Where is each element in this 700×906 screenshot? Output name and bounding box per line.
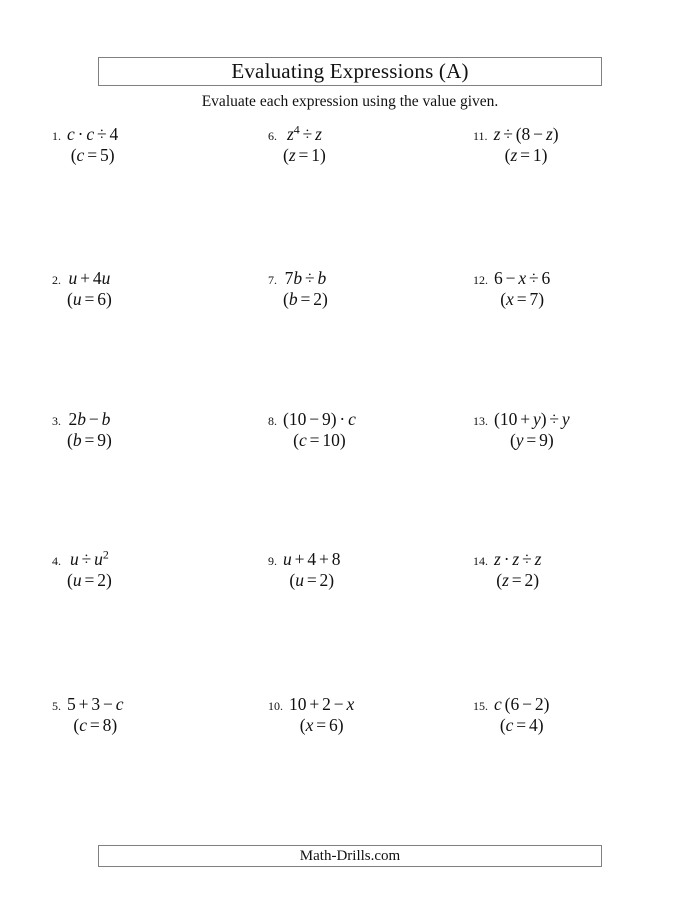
problem-expression: (10 + y) ÷ y: [494, 409, 570, 429]
problem-body: [494, 409, 570, 451]
problem-body: [67, 694, 124, 736]
problem-given-value: (c = 8): [73, 715, 118, 735]
problem-body: [494, 694, 549, 736]
problem-expression: u + 4u: [68, 268, 111, 288]
problem-given-value: (b = 2): [283, 289, 328, 309]
problem-given-value: (c = 5): [70, 145, 115, 165]
problem-expression: 5 + 3 − c: [67, 694, 124, 714]
problem-item: [473, 409, 570, 451]
problem-given-value: (u = 2): [289, 570, 335, 590]
problem-body: [494, 124, 559, 166]
problem-body: [67, 124, 118, 166]
problem-expression: c (6 − 2): [494, 694, 550, 714]
problem-number: 14.: [473, 554, 488, 568]
problem-number: 5.: [52, 699, 61, 713]
problem-body: [283, 268, 328, 310]
problem-given-value: (x = 7): [500, 289, 545, 309]
footer-box: [98, 845, 602, 867]
problem-body: [283, 124, 326, 166]
problem-body: [494, 549, 541, 591]
problem-number: 1.: [52, 129, 61, 143]
problem-given-value: (u = 6): [67, 289, 112, 309]
problem-number: 9.: [268, 554, 277, 568]
problem-item: [268, 549, 341, 591]
problem-given-value: (u = 2): [67, 570, 112, 590]
problem-expression: 10 + 2 − x: [289, 694, 355, 714]
problem-body: [67, 409, 112, 451]
problem-number: 12.: [473, 273, 488, 287]
problem-body: [494, 268, 550, 310]
problem-item: [268, 124, 326, 166]
problem-number: 15.: [473, 699, 488, 713]
problem-number: 3.: [52, 414, 61, 428]
problem-body: [283, 409, 356, 451]
problem-given-value: (z = 2): [496, 570, 540, 590]
problem-given-value: (x = 6): [299, 715, 344, 735]
problem-item: [473, 694, 549, 736]
page-title: Evaluating Expressions (A): [231, 59, 469, 83]
problem-expression: $z^4 \div z$: [286, 122, 322, 144]
problem-number: 10.: [268, 699, 283, 713]
problem-body: [289, 694, 354, 736]
problem-item: [52, 549, 112, 591]
footer-brand: Math-Drills.com: [299, 847, 401, 864]
problem-expression: u + 4 + 8: [283, 549, 341, 569]
problem-item: [52, 694, 124, 736]
problem-expression: z · z ÷ z: [494, 549, 542, 569]
problem-number: 8.: [268, 414, 277, 428]
problem-item: [473, 268, 550, 310]
problem-expression: c · c ÷ 4: [67, 124, 119, 144]
problem-expression: $u \div u^2$: [69, 547, 109, 569]
problem-number: 2.: [52, 273, 61, 287]
problem-given-value: (y = 9): [509, 430, 554, 450]
problem-body: [67, 268, 112, 310]
problem-given-value: (z = 1): [283, 145, 326, 165]
problem-given-value: (c = 4): [499, 715, 544, 735]
problem-expression: 6 − x ÷ 6: [494, 268, 551, 288]
problem-item: [52, 268, 112, 310]
problem-body: [283, 549, 341, 591]
problem-number: 11.: [473, 129, 488, 143]
problem-item: [268, 268, 328, 310]
problem-given-value: (z = 1): [504, 145, 548, 165]
problem-number: 13.: [473, 414, 488, 428]
problem-number: 6.: [268, 129, 277, 143]
problem-item: [473, 549, 541, 591]
problem-number: 4.: [52, 554, 61, 568]
problem-expression: 7b ÷ b: [284, 268, 327, 288]
problem-item: [268, 694, 354, 736]
problem-expression: 2b − b: [68, 409, 111, 429]
problem-number: 7.: [268, 273, 277, 287]
problem-body: [67, 549, 112, 591]
problem-given-value: (b = 9): [67, 430, 112, 450]
problem-expression: (10 − 9) · c: [283, 409, 356, 429]
problem-item: [473, 124, 559, 166]
problem-item: [268, 409, 356, 451]
problem-given-value: (c = 10): [293, 430, 346, 450]
instructions-text: Evaluate each expression using the value given.: [201, 93, 499, 110]
problem-item: [52, 124, 118, 166]
problem-expression: z ÷ (8 − z): [493, 124, 559, 144]
problem-item: [52, 409, 112, 451]
